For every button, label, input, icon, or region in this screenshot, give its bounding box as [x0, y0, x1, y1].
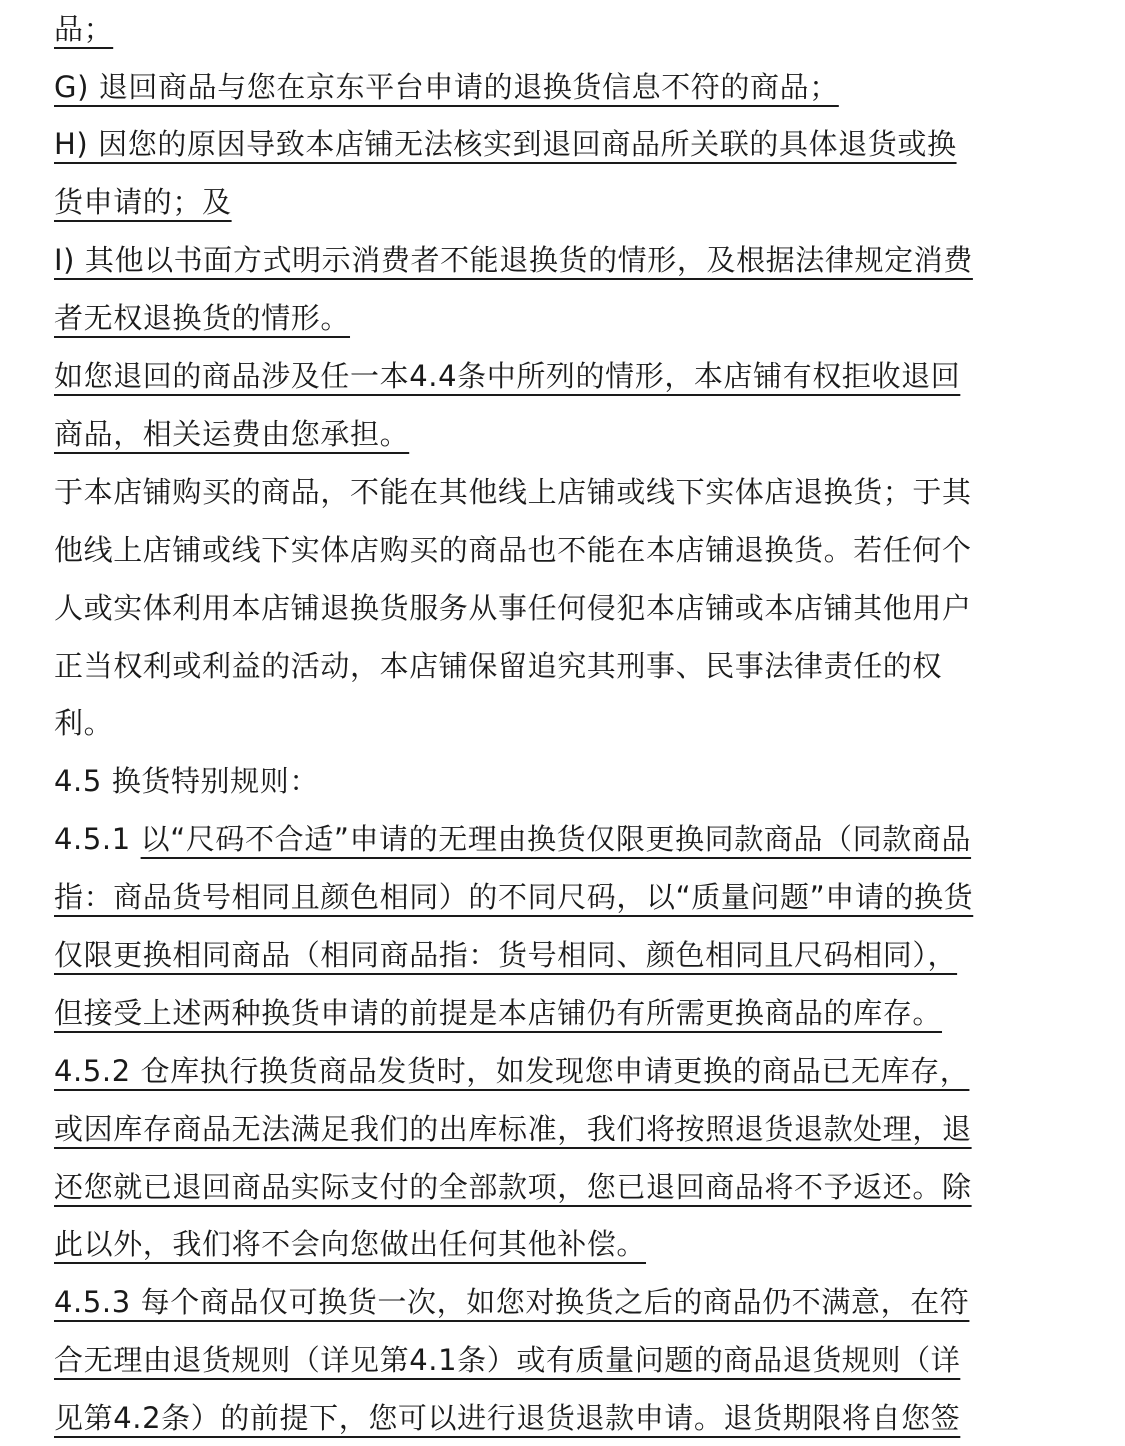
text-line [54, 467, 972, 517]
underlined-text: 商品，相关运费由您承担。 [54, 417, 410, 451]
underlined-text: 货申请的；及 [54, 185, 232, 219]
underlined-text: I) 其他以书面方式明示消费者不能退换货的情形，及根据法律规定消费 [54, 243, 973, 277]
underlined-text: 或因库存商品无法满足我们的出库标准，我们将按照退货退款处理，退 [54, 1112, 972, 1146]
underlined-text: 如您退回的商品涉及任一本4.4条中所列的情形，本店铺有权拒收退回 [54, 359, 961, 393]
underlined-text: G) 退回商品与您在京东平台申请的退换货信息不符的商品； [54, 70, 839, 104]
underlined-text: 4.5.3 每个商品仅可换货一次，如您对换货之后的商品仍不满意，在符 [54, 1285, 970, 1319]
text-line [54, 4, 113, 54]
underlined-text: H) 因您的原因导致本店铺无法核实到退回商品所关联的具体退货或换 [54, 127, 957, 161]
text-line [54, 235, 973, 285]
underlined-text: 4.5.2 仓库执行换货商品发货时，如发现您申请更换的商品已无库存， [54, 1054, 970, 1088]
heading-text: 4.5 换货特别规则： [54, 764, 319, 798]
text-line [54, 930, 957, 980]
text-line [54, 62, 839, 112]
text-line [54, 1277, 969, 1327]
underlined-text: 者无权退换货的情形。 [54, 301, 351, 335]
underlined-text: 但接受上述两种换货申请的前提是本店铺仍有所需更换商品的库存。 [54, 996, 943, 1030]
clause-number: 4.5.1 [54, 822, 141, 856]
plain-text: 人或实体利用本店铺退换货服务从事任何侵犯本店铺或本店铺其他用户 [54, 591, 972, 625]
text-line [54, 988, 942, 1038]
section-heading [54, 756, 319, 806]
plain-text: 于本店铺购买的商品，不能在其他线上店铺或线下实体店退换货；于其 [54, 475, 972, 509]
text-line [54, 583, 972, 633]
text-line [54, 1104, 972, 1154]
plain-text: 正当权利或利益的活动，本店铺保留追究其刑事、民事法律责任的权 [54, 649, 943, 683]
text-line [54, 177, 232, 227]
plain-text: 利。 [54, 706, 114, 740]
text-line [54, 351, 960, 401]
text-line [54, 119, 957, 169]
text-line [54, 872, 973, 922]
text-line [54, 525, 972, 575]
text-line [54, 1335, 960, 1385]
underlined-text: 仅限更换相同商品（相同商品指：货号相同、颜色相同且尺码相同）， [54, 938, 958, 972]
text-line [54, 293, 350, 343]
plain-text: 他线上店铺或线下实体店购买的商品也不能在本店铺退换货。若任何个 [54, 533, 972, 567]
underlined-text: 见第4.2条）的前提下，您可以进行退货退款申请。退货期限将自您签 [54, 1401, 961, 1435]
text-line [54, 1162, 972, 1212]
text-line [54, 641, 942, 691]
text-line [54, 409, 409, 459]
underlined-text: 合无理由退货规则（详见第4.1条）或有质量问题的商品退货规则（详 [54, 1343, 961, 1377]
underlined-text: 此以外，我们将不会向您做出任何其他补偿。 [54, 1227, 647, 1261]
text-line [54, 814, 971, 864]
underlined-text: 以“尺码不合适”申请的无理由换货仅限更换同款商品（同款商品 [140, 822, 972, 856]
text-line [54, 1219, 646, 1269]
underlined-text: 指：商品货号相同且颜色相同）的不同尺码，以“质量问题”申请的换货 [54, 880, 974, 914]
underlined-text: 品； [54, 12, 114, 46]
text-line [54, 698, 113, 748]
text-line [54, 1393, 960, 1443]
text-line [54, 1046, 969, 1096]
underlined-text: 还您就已退回商品实际支付的全部款项，您已退回商品将不予返还。除 [54, 1170, 972, 1204]
